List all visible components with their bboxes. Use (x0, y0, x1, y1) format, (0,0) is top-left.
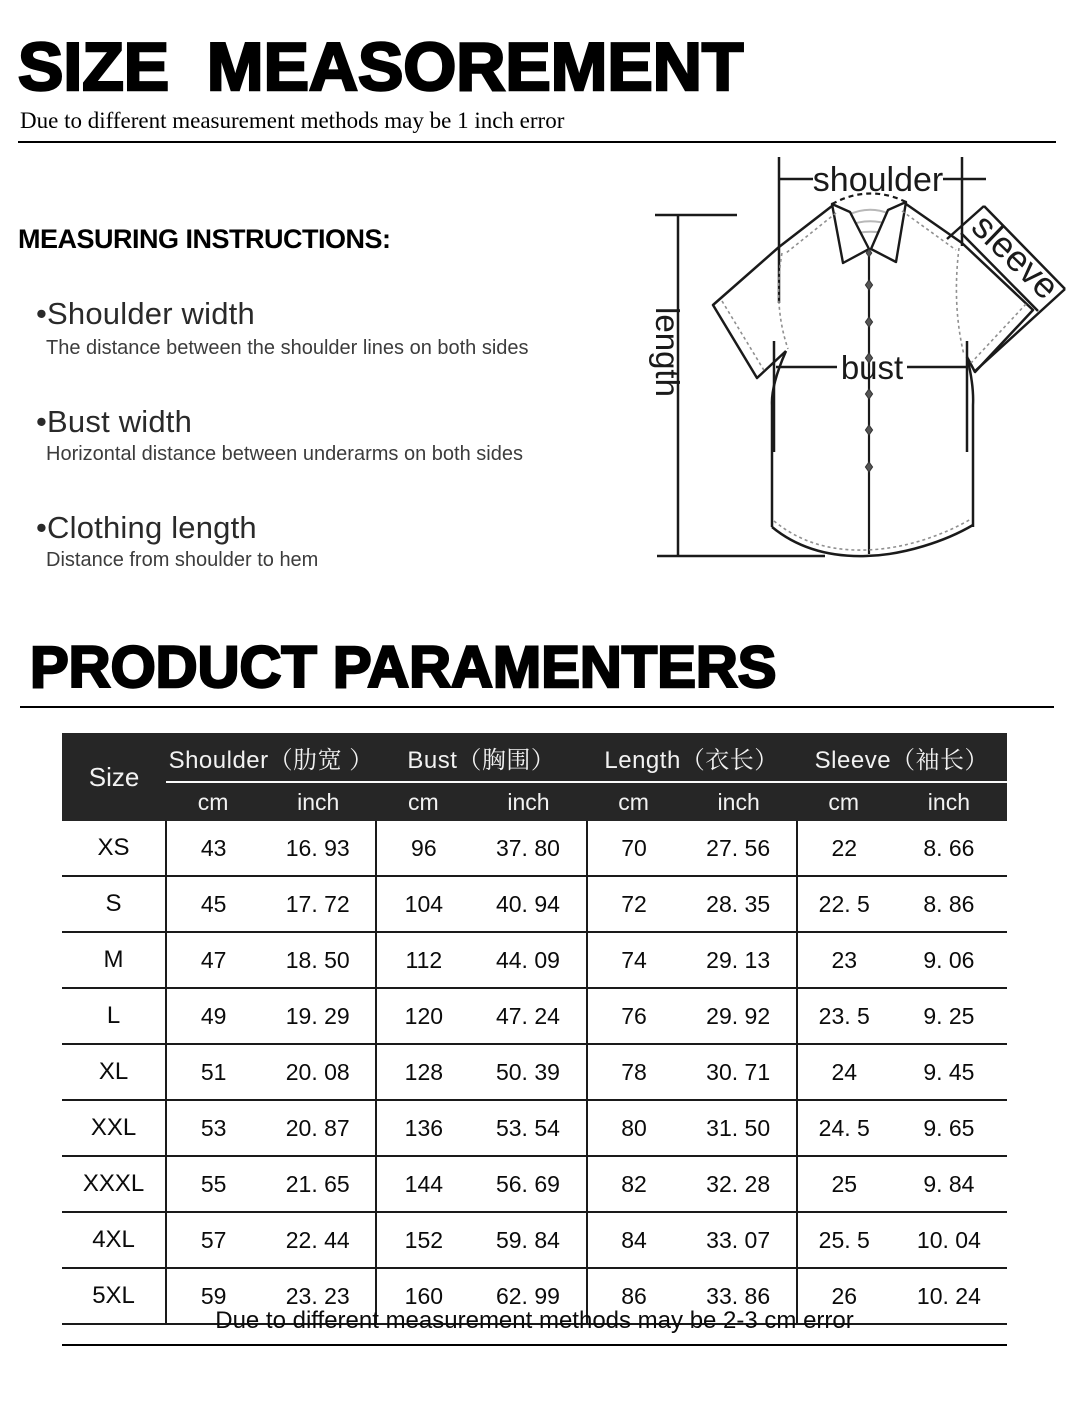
size-cell: 4XL (62, 1212, 166, 1268)
table-row (62, 932, 1007, 988)
cell: 136 (376, 1100, 470, 1156)
cell: 86 (587, 1268, 681, 1324)
cell: 8. 66 (891, 821, 1007, 876)
column-group-bust: Bust（胸围） (376, 733, 586, 782)
cell: 20. 87 (260, 1100, 376, 1156)
label-length: length (649, 307, 686, 397)
header-group-row (62, 733, 1007, 782)
cell: 9. 84 (891, 1156, 1007, 1212)
cell: 47 (166, 932, 260, 988)
label-shoulder: shoulder (812, 161, 944, 199)
cell: 24 (797, 1044, 891, 1100)
cell: 9. 06 (891, 932, 1007, 988)
cell: 55 (166, 1156, 260, 1212)
size-table (62, 733, 1007, 1325)
cell: 45 (166, 876, 260, 932)
cell: 49 (166, 988, 260, 1044)
cell: 76 (587, 988, 681, 1044)
cell: 37. 80 (470, 821, 586, 876)
cell: 47. 24 (470, 988, 586, 1044)
cell: 152 (376, 1212, 470, 1268)
cell: 23. 5 (797, 988, 891, 1044)
table-row (62, 821, 1007, 876)
cell: 22. 44 (260, 1212, 376, 1268)
instruction-term-length: •Clothing length (36, 510, 257, 545)
cell: 57 (166, 1212, 260, 1268)
cell: 104 (376, 876, 470, 932)
cell: 84 (587, 1212, 681, 1268)
cell: 17. 72 (260, 876, 376, 932)
cell: 22. 5 (797, 876, 891, 932)
shirt-diagram (640, 142, 1072, 620)
instruction-desc-shoulder: The distance between the shoulder lines on both sides (46, 337, 529, 359)
size-cell: XXL (62, 1100, 166, 1156)
unit-header: inch (891, 782, 1007, 821)
column-header-size: Size (62, 733, 166, 821)
cell: 32. 28 (681, 1156, 797, 1212)
cell: 53 (166, 1100, 260, 1156)
cell: 120 (376, 988, 470, 1044)
unit-header: inch (470, 782, 586, 821)
cell: 160 (376, 1268, 470, 1324)
table-row (62, 876, 1007, 932)
column-group-length: Length（衣长） (587, 733, 797, 782)
cell: 53. 54 (470, 1100, 586, 1156)
cell: 8. 86 (891, 876, 1007, 932)
cell: 44. 09 (470, 932, 586, 988)
size-cell: XL (62, 1044, 166, 1100)
table-row (62, 1212, 1007, 1268)
unit-header: cm (797, 782, 891, 821)
unit-header: inch (681, 782, 797, 821)
cell: 10. 04 (891, 1212, 1007, 1268)
measuring-instructions-heading: MEASURING INSTRUCTIONS: (18, 224, 391, 254)
cell: 20. 08 (260, 1044, 376, 1100)
product-parameters-heading: PRODUCT PARAMENTERS (30, 635, 777, 700)
cell: 18. 50 (260, 932, 376, 988)
cell: 21. 65 (260, 1156, 376, 1212)
column-group-sleeve: Sleeve（袖长） (797, 733, 1007, 782)
cell: 33. 07 (681, 1212, 797, 1268)
table-row (62, 988, 1007, 1044)
cell: 40. 94 (470, 876, 586, 932)
cell: 51 (166, 1044, 260, 1100)
cell: 26 (797, 1268, 891, 1324)
column-group-shoulder: Shoulder（肋宽 ） (166, 733, 376, 782)
size-cell: 5XL (62, 1268, 166, 1324)
cell: 74 (587, 932, 681, 988)
size-table-wrapper (62, 733, 1007, 1325)
cell: 25. 5 (797, 1212, 891, 1268)
table-row (62, 1100, 1007, 1156)
cell: 25 (797, 1156, 891, 1212)
cell: 10. 24 (891, 1268, 1007, 1324)
size-cell: XS (62, 821, 166, 876)
cell: 56. 69 (470, 1156, 586, 1212)
cell: 28. 35 (681, 876, 797, 932)
cell: 43 (166, 821, 260, 876)
cell: 22 (797, 821, 891, 876)
cell: 23 (797, 932, 891, 988)
cell: 144 (376, 1156, 470, 1212)
cell: 72 (587, 876, 681, 932)
instruction-desc-bust: Horizontal distance between underarms on both sides (46, 443, 523, 465)
cell: 24. 5 (797, 1100, 891, 1156)
cell: 16. 93 (260, 821, 376, 876)
cell: 33. 86 (681, 1268, 797, 1324)
instruction-term-shoulder: •Shoulder width (36, 296, 255, 331)
cell: 9. 65 (891, 1100, 1007, 1156)
cell: 96 (376, 821, 470, 876)
size-cell: XXXL (62, 1156, 166, 1212)
cell: 29. 92 (681, 988, 797, 1044)
cell: 31. 50 (681, 1100, 797, 1156)
cell: 82 (587, 1156, 681, 1212)
unit-header: cm (587, 782, 681, 821)
label-sleeve: sleeve (964, 205, 1068, 308)
size-cell: M (62, 932, 166, 988)
unit-header: cm (376, 782, 470, 821)
page-subtitle: Due to different measurement methods may be 1 inch error (20, 108, 565, 133)
cell: 62. 99 (470, 1268, 586, 1324)
size-cell: S (62, 876, 166, 932)
cell: 9. 45 (891, 1044, 1007, 1100)
instruction-desc-length: Distance from shoulder to hem (46, 549, 319, 571)
cell: 30. 71 (681, 1044, 797, 1100)
cell: 19. 29 (260, 988, 376, 1044)
cell: 59 (166, 1268, 260, 1324)
label-bust: bust (840, 349, 904, 386)
divider (20, 706, 1054, 708)
table-row (62, 1044, 1007, 1100)
measurement-error-note: Due to different measurement methods may be 2-3 cm error (62, 1298, 1007, 1346)
instruction-term-bust: •Bust width (36, 404, 193, 439)
cell: 59. 84 (470, 1212, 586, 1268)
cell: 70 (587, 821, 681, 876)
size-cell: L (62, 988, 166, 1044)
cell: 29. 13 (681, 932, 797, 988)
cell: 78 (587, 1044, 681, 1100)
table-row (62, 1156, 1007, 1212)
cell: 128 (376, 1044, 470, 1100)
header-units-row (62, 782, 1007, 821)
cell: 50. 39 (470, 1044, 586, 1100)
cell: 27. 56 (681, 821, 797, 876)
cell: 112 (376, 932, 470, 988)
cell: 23. 23 (260, 1268, 376, 1324)
page-title: SIZE MEASOREMENT (18, 29, 744, 105)
cell: 80 (587, 1100, 681, 1156)
unit-header: cm (166, 782, 260, 821)
cell: 9. 25 (891, 988, 1007, 1044)
unit-header: inch (260, 782, 376, 821)
